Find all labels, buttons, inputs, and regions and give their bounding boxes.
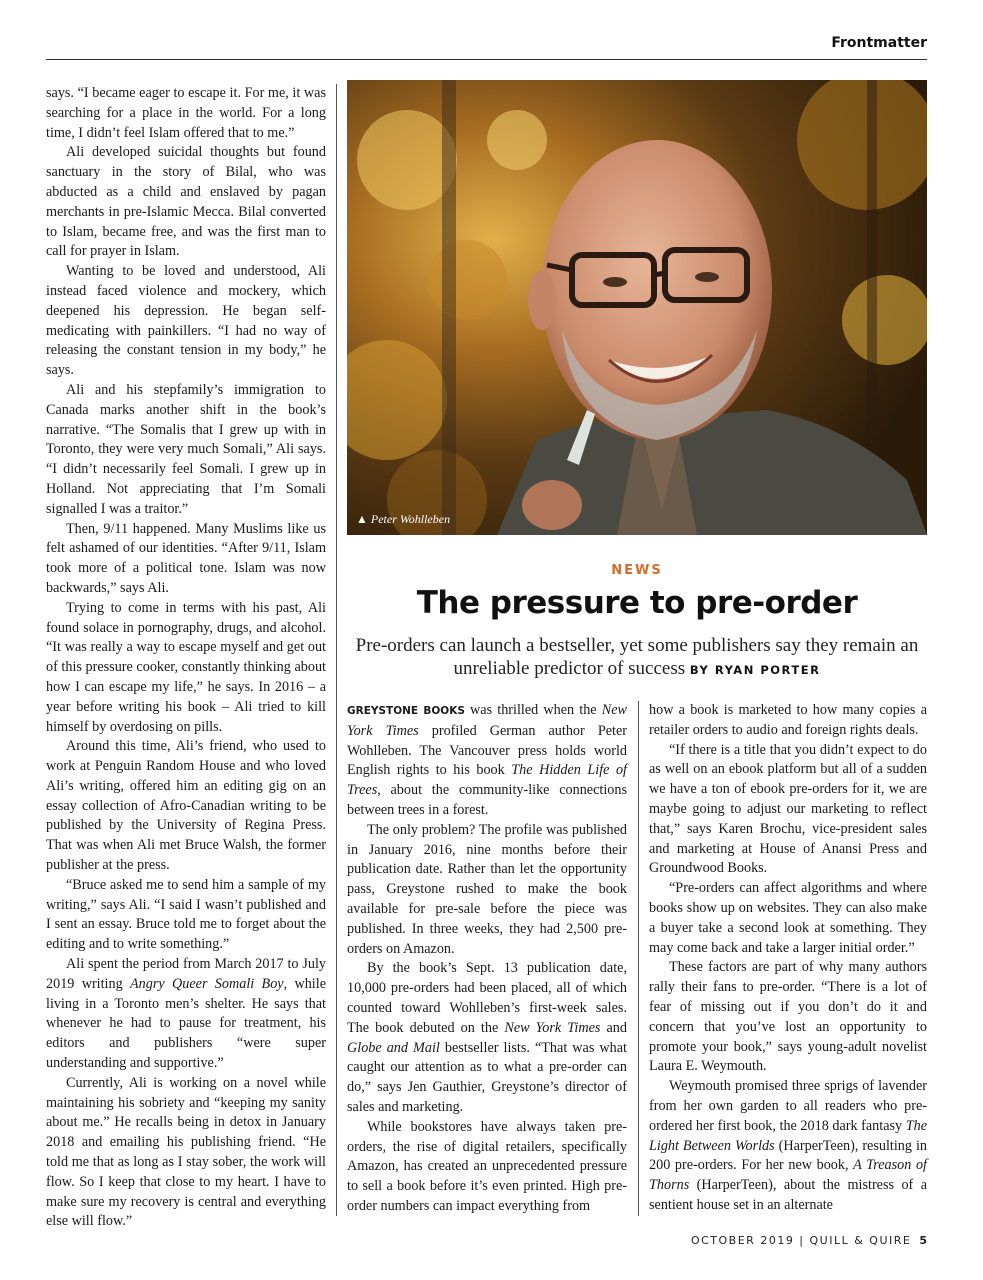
- paragraph: Ali developed suicidal thoughts but found sanctuary in the story of Bilal, who was abducted as a child and enslaved by pagan merchants in pre-Islamic Mecca. Bilal converted to Islam, became free, and was the first man to call for prayer in Islam.: [46, 144, 326, 260]
- byline: BY RYAN PORTER: [689, 663, 821, 677]
- paragraph: Weymouth promised three sprigs of lavender from her own garden to all readers who pre-ordered her first book, the 2018 dark fantasy The Light Between Worlds (HarperTeen), resulting in 200 pre-orders. For her new book, A Treason of Thorns (HarperTeen), about the mistress of a sentient house set in an alternate: [649, 1078, 927, 1213]
- paragraph: These factors are part of why many authors rally their fans to pre-order. “There is a lot of fear of missing out if you don’t do it and concern that you’ve lost an opportunity to promote your book,” says young-adult novelist Laura E. Weymouth.: [649, 959, 927, 1075]
- paragraph: Currently, Ali is working on a novel while maintaining his sobriety and “keeping my sanity about me.” He recalls being in detox in January 2018 and emailing his publishing friend. “He told me that as long as I stay sober, the work will flow. So I keep that close to my heart. I have to make sure my recovery is central and everything else will flow.”: [46, 1074, 326, 1230]
- news-kicker: NEWS: [611, 563, 663, 578]
- lead-in: GREYSTONE BOOKS: [347, 705, 465, 717]
- photo-caption: ▲ Peter Wohlleben: [356, 512, 451, 526]
- page-footer: [691, 1234, 927, 1247]
- paragraph: says. “I became eager to escape it. For me, it was searching for a place in the world. For a long time, I didn’t feel Islam offered that to me.”: [46, 85, 326, 141]
- paragraph: Wanting to be loved and understood, Ali instead faced violence and mockery, which deepened his depression. He began self-medicating with painkillers. “I had no way of releasing the constant tension in my body,” he says.: [46, 263, 326, 379]
- issue-label: OCTOBER 2019 | QUILL & QUIRE: [690, 1234, 912, 1247]
- column-divider: [638, 701, 639, 1216]
- column-2: [347, 701, 627, 1217]
- page-number: 5: [919, 1234, 927, 1247]
- paragraph: While bookstores have always taken pre-orders, the rise of digital retailers, specifically Amazon, has created an unprecedented pressure to sell a book before it’s even printed. High pre-order numbers can impact everything from: [347, 1118, 627, 1214]
- book-title: A Treason of Thorns: [649, 1157, 927, 1194]
- column-divider: [336, 84, 337, 1216]
- article-headline: The pressure to pre-order: [416, 585, 858, 621]
- paragraph: Ali and his stepfamily’s immigration to Canada marks another shift in the book’s narrative. “The Somalis that I grew up with in Toronto, they were very much Somali,” Ali says. “I didn’t necessarily feel Somali. I grew up in Holland. Not appreciating that I’m Somali signalled I was a traitor.”: [46, 381, 326, 517]
- book-title: The Hidden Life of Trees: [347, 762, 627, 799]
- paragraph: Then, 9/11 happened. Many Muslims like us felt ashamed of our identities. “After 9/11, Islam took more of a political tone. Islam was now backwards,” says Ali.: [46, 520, 326, 596]
- paragraph: “Pre-orders can affect algorithms and where books show up on websites. They can also make a buyer take a second look at something. They may come back and take a larger initial order.”: [649, 880, 927, 956]
- paragraph: GREYSTONE BOOKS was thrilled when the New York Times profiled German author Peter Wohlleben. The Vancouver press holds world English rights to his book The Hidden Life of Trees, about the community-like connections between trees in a forest.: [347, 702, 627, 818]
- paragraph: Trying to come in terms with his past, Ali found solace in pornography, drugs, and alcohol. “It was really a way to escape myself and get out of this pressure cooker, constantly thinking about how I can escape my life,” he says. In 2016 – a year before writing his book – Ali tried to kill himself by overdosing on pills.: [46, 599, 326, 735]
- paragraph: how a book is marketed to how many copies a retailer orders to audio and foreign rights deals.: [649, 702, 927, 738]
- paragraph: “If there is a title that you didn’t expect to do as well on an ebook platform but all of a sudden we have a ton of ebook pre-orders for it, we are maybe going to adjust our marketing to reflect that,” says Karen Brochu, vice-president sales and marketing at House of Anansi Press and Groundwood Books.: [649, 741, 927, 877]
- paragraph: Around this time, Ali’s friend, who used to work at Penguin Random House and who loved Ali’s writing, offered him an editing gig on an essay collection of Afro-Canadian writing to be published by the University of Regina Press. That was when Ali met Bruce Walsh, the former publisher at the press.: [46, 738, 326, 874]
- author-photo: [347, 80, 927, 535]
- section-label: Frontmatter: [831, 35, 927, 51]
- paragraph: The only problem? The profile was published in January 2016, nine months before their publication date. Rather than let the opportunity pass, Greystone rushed to make the book available for pre-sale before the piece was published. In three weeks, they had 2,500 pre-orders on Amazon.: [347, 821, 627, 957]
- top-rule: [46, 59, 927, 60]
- paragraph: “Bruce asked me to send him a sample of my writing,” says Ali. “I said I wasn’t published and I sent an essay. Bruce told me to forget about the editing and to write something.”: [46, 876, 326, 953]
- paragraph: Ali spent the period from March 2017 to July 2019 writing Angry Queer Somali Boy, while living in a Toronto men’s shelter. He says that whenever he had to pause for treatment, his editors and publishers “were super understanding and supportive.”: [46, 956, 326, 1072]
- book-title: The Light Between Worlds: [649, 1117, 927, 1154]
- portrait-illustration: [347, 80, 927, 535]
- paragraph: By the book’s Sept. 13 publication date, 10,000 pre-orders had been placed, all of which counted toward Wohlleben’s first-week sales. The book debuted on the New York Times and Globe and Mail bestseller lists. “That was what caught our attention as to what a pre-order can do,” says Jen Gauthier, Greystone’s director of sales and marketing.: [347, 960, 627, 1115]
- column-1: [46, 84, 326, 1232]
- article-deck: [347, 634, 927, 682]
- book-title: Angry Queer Somali Boy: [130, 975, 284, 992]
- deck-text: Pre-orders can launch a bestseller, yet some publishers say they remain an unreliable predictor of success: [355, 635, 919, 679]
- column-3: [649, 701, 927, 1216]
